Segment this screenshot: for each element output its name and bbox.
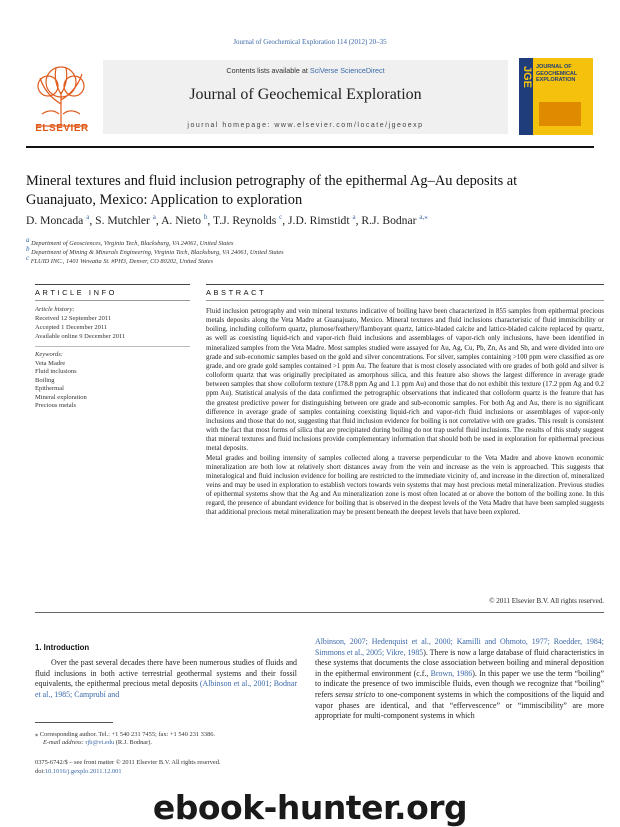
body-text: ). There is now a large database of fluid characteristics in these systems that documents the close association between boiling and mineral deposition in the epithermal environment (c.f., (315, 647, 605, 678)
affiliation: $^a$ Department of Geosciences, Virginia Tech, Blacksburg, VA 24061, United States (26, 236, 234, 248)
history-label: Article history: (35, 306, 75, 313)
author: S. Mutchler $^a$, (95, 213, 162, 227)
doi-label: doi: (35, 768, 45, 775)
corresponding-author-note: ⁎ Corresponding author. Tel.: +1 540 231 7455; fax: +1 540 231 3386. (35, 731, 216, 738)
elsevier-wordmark: ELSEVIER (35, 123, 89, 134)
article-info-rule-lower (35, 300, 190, 301)
abstract-heading: ABSTRACT (206, 288, 267, 297)
keyword: Fluid inclusions (35, 368, 77, 375)
article-info-rule (35, 284, 190, 285)
journal-citation[interactable]: Journal of Geochemical Exploration 114 (2012) 20–35 (233, 38, 387, 46)
author: D. Moncada $^a$, (26, 213, 96, 227)
abstract-paragraph: Fluid inclusion petrography and vein mineral textures indicative of boiling have been characterized in 855 samples from epithermal precious metals deposits along the Veta Madre at Guanajuato, Mexico. Mineral textures and fluid inclusions characteristic of fluid immiscibility or boiling, including colloform quartz, plumose/feathery/flamboyant quartz, lattice-bladed calcite and lattice-bladed calcite replaced by quartz, as well as coexisting liquid-rich and vapor-rich fluid inclusions and assemblages of vapor-rich only inclusions, have been identified in mineralized samples from the Veta Madre. Most samples studied were assayed for Au, Ag, Cu, Pb, Zn, As and Sb, and were divided into ore grade and sub-economic samples based on the gold and silver concentrations. For silver, samples containing >100 ppm were classified as ore grade, and ore grade gold samples contained >1 ppm Au. The feature that is most closely associated with ore grades of both gold and silver is colloform quartz that was originally precipitated as amorphous silica, and this feature also shows the largest difference in average grade between samples that show colloform texture (178.8 ppm Ag and 1.1 ppm Au) and those that do not exhibit this texture (17.2 ppm Ag and 0.2 ppm Au). Statistical analysis of the data confirmed the petrographic observations that indicated that colloform quartz is the feature that has the greatest predictive power for distinguishing between ore grade and sub-economic samples. For both Ag and Au, there is no significant difference in average grade of samples containing coexisting liquid-rich and vapor-rich fluid inclusions or assemblages of vapor-only inclusions and those that do not, suggesting that fluid inclusion evidence for boiling is not correlative with ore grades. This result is consistent with the fact that most forms of silica that are precipitated during boiling do not trap useful fluid inclusions. The results of this study suggest that mineral textures and fluid inclusions provide complementary information that should both be used in exploration for epithermal precious metal deposits. (206, 307, 604, 453)
author: T.J. Reynolds $^c$, (213, 213, 289, 227)
abstract-rule-lower (206, 300, 604, 301)
doi-line (35, 768, 297, 775)
watermark: ebook-hunter.org (152, 788, 468, 827)
doi-link[interactable]: 10.1016/j.gexplo.2011.12.001 (44, 768, 122, 775)
abstract-end-rule (35, 612, 604, 613)
keyword: Epithermal (35, 385, 64, 392)
body-text-italic: sensu stricto (335, 689, 376, 699)
online-date: Available online 9 December 2011 (35, 333, 126, 340)
copyright-notice: © 2011 Elsevier B.V. All rights reserved. (489, 597, 604, 605)
body-text: Over the past several decades there have been numerous studies of fluids and fluid inclusions in both active terrestrial geothermal systems and their fossil equivalents, the epithermal precious metal deposits (35, 658, 297, 689)
keyword: Veta Madre (35, 360, 66, 367)
cover-title: JOURNAL OF GEOCHEMICAL EXPLORATION (536, 64, 578, 83)
affiliation: $^b$ Department of Mining & Minerals Engineering, Virginia Tech, Blacksburg, VA 24061, United States (26, 245, 284, 257)
header-divider (26, 146, 594, 148)
cover-initials: JGE (521, 66, 533, 89)
author: J.D. Rimstidt $^a$, (288, 213, 362, 227)
keywords-label: Keywords: (35, 351, 63, 358)
author-list (26, 213, 596, 227)
email-label: E-mail address: (43, 739, 84, 746)
citation-link[interactable]: Brown, 1986 (430, 668, 473, 678)
email-link[interactable]: rjb@vt.edu (85, 739, 115, 746)
accepted-date: Accepted 1 December 2011 (35, 324, 108, 331)
keyword: Boiling (35, 377, 55, 384)
author: A. Nieto $^b$, (161, 213, 213, 227)
body-column-left (35, 658, 297, 700)
keywords-rule (35, 346, 190, 347)
body-text: ). In this paper we use the term “boiling” to indicate the presence of two immiscible fluids, even though we recognize that “boiling” refers (315, 668, 604, 699)
abstract-paragraph: Metal grades and boiling intensity of samples collected along a traverse perpendicular to the Veta Madre and above known economic mineralization are both low at relatively short distances away from the vein and increase as the vein is approached. This suggests that mineralogical and fluid inclusion evidence for boiling are restricted to the immediate vicinity of, and increase in the direction of, mineralized veins and may be used in exploration to establish vectors towards vein systems that may host precious metal mineralization. Previous studies of epithermal systems show that the Ag and Au mineralization zone is most often located at or above the bottom of the boiling zone. In this regard, the presence of abundant evidence for boiling that is observed in the deepest levels of the Veta Madre that have been sampled suggests that additional precious metal mineralization may be present beneath the deepest levels that have been explored. (206, 453, 604, 517)
citation-link[interactable]: (Albinson et al., 2001; Bodnar et al., 1985; Camprubí and (35, 679, 297, 699)
body-text: to one-component systems in which the compositions of the liquid and vapor phases are identical, and that “effervescence” or “immiscibility” are more appropriate for multi-component systems in which (315, 689, 604, 721)
article-title-line-1: Mineral textures and fluid inclusion petrography of the epithermal Ag–Au deposits at (26, 173, 518, 189)
keyword: Mineral exploration (35, 394, 87, 401)
article-info-heading: ARTICLE INFO (35, 288, 117, 297)
email-suffix: (R.J. Bodnar). (115, 739, 152, 746)
journal-name: Journal of Geochemical Exploration (189, 86, 422, 103)
keyword: Precious metals (35, 402, 76, 409)
journal-homepage[interactable]: journal homepage: www.elsevier.com/locate/jgeoexp (187, 122, 424, 129)
email-note (35, 739, 305, 746)
affiliation: $^c$ FLUID INC., 1401 Wewatta St. #PH3, Denver, CO 80202, United States (26, 254, 214, 266)
contents-availability (103, 66, 508, 75)
section-heading-introduction: 1. Introduction (35, 643, 90, 652)
received-date: Received 12 September 2011 (35, 315, 112, 322)
citation-link[interactable]: Albinson, 2007; Hedenquist et al., 2000; Kamilli and Ohmoto, 1977; Roedder, 1984; Simmons et al., 2005; Vikre, 1985 (315, 637, 604, 657)
sciencedirect-link[interactable]: SciVerse ScienceDirect (309, 66, 385, 75)
issn-line: 0375-6742/$ – see front matter © 2011 Elsevier B.V. All rights reserved. (35, 759, 221, 766)
footnote-rule (35, 722, 113, 723)
author: R.J. Bodnar $^{a,⁎}$ (361, 213, 428, 227)
abstract-rule (206, 284, 604, 285)
abstract-body (206, 307, 604, 518)
article-title-line-2: Guanajuato, Mexico: Application to exploration (26, 192, 303, 208)
article-title (26, 172, 596, 210)
contents-prefix: Contents lists available at (226, 66, 308, 75)
journal-cover-thumbnail (519, 58, 593, 135)
body-column-right (315, 637, 604, 722)
cover-graphic (539, 102, 581, 126)
